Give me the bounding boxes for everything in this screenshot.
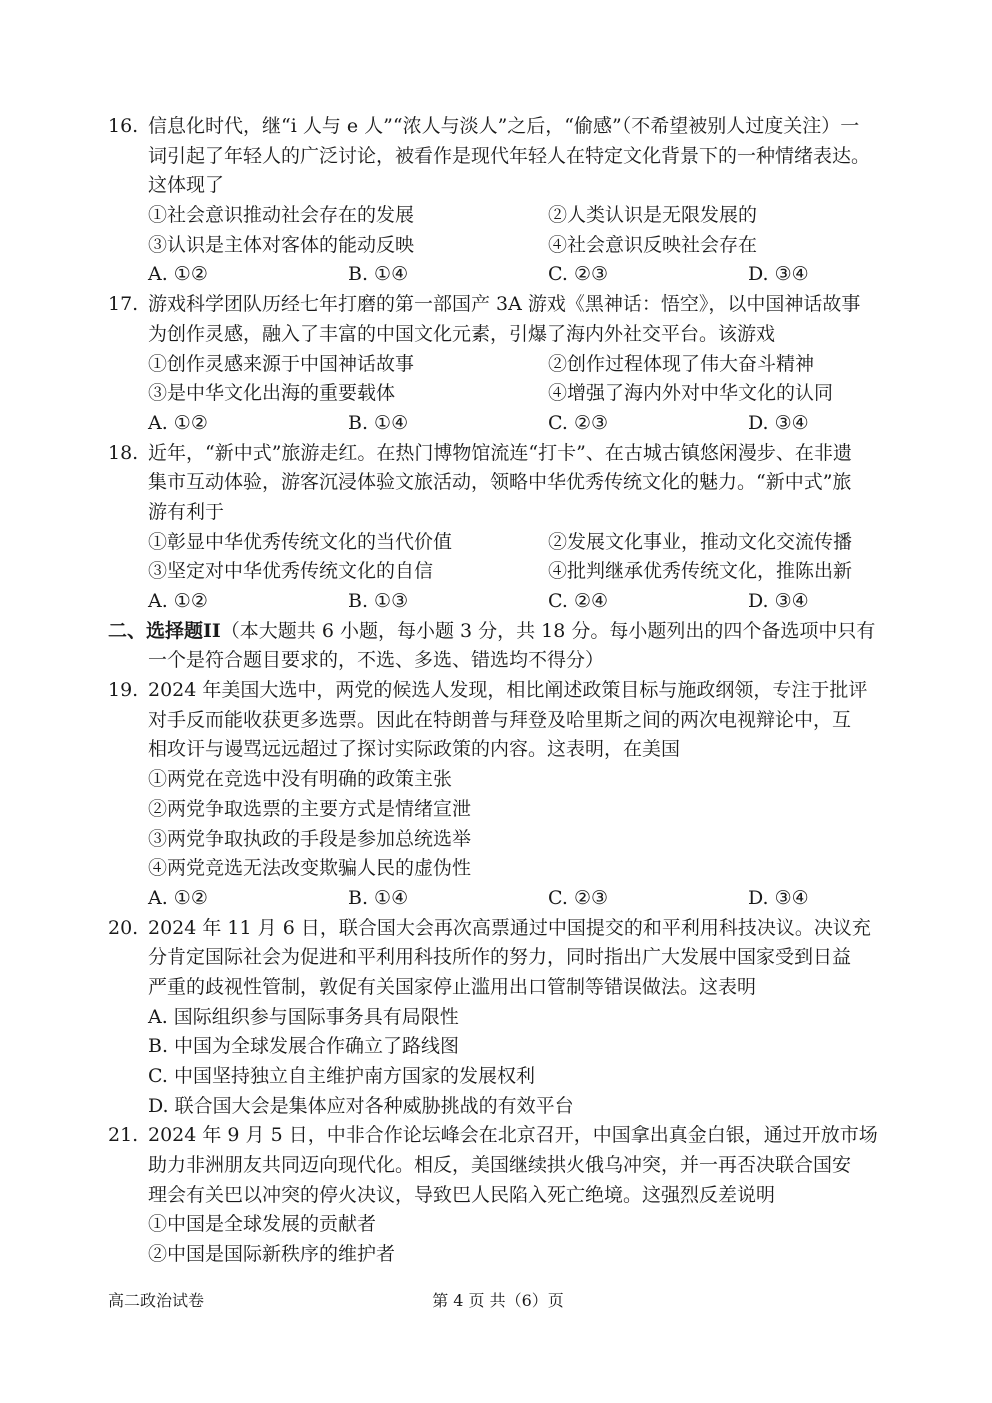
statement: ④社会意识反映社会存在: [548, 233, 758, 256]
question-16: [108, 112, 888, 290]
statement: ①社会意识推动社会存在的发展: [148, 204, 415, 227]
question-stem-line: 理会有关巴以冲突的停火决议，导致巴人民陷入死亡绝境。这强烈反差说明: [148, 1183, 776, 1206]
statement: ①彰显中华优秀传统文化的当代价值: [148, 530, 453, 553]
exam-content: [108, 112, 888, 1270]
choice-c: C. ②③: [548, 263, 609, 286]
question-stem-line: 2024 年 11 月 6 日，联合国大会再次高票通过中国提交的和平利用科技决议。决议充: [148, 916, 871, 939]
choice-b: B. ①④: [348, 263, 409, 286]
statement: ②人类认识是无限发展的: [548, 204, 758, 227]
choice-c: C. ②④: [548, 590, 609, 612]
choice-row: [108, 260, 888, 290]
choice-d: D. ③④: [748, 886, 809, 909]
choice-row: [108, 587, 888, 617]
question-18: [108, 439, 888, 617]
question-19: [108, 676, 888, 914]
statement-row: [108, 379, 888, 409]
statement-row: [108, 231, 888, 261]
statement: ②发展文化事业，推动文化交流传播: [548, 530, 853, 553]
question-stem-line: 这体现了: [148, 174, 225, 197]
choice-a: A. ①②: [148, 263, 208, 286]
statement: ④增强了海内外对中华文化的认同: [548, 382, 834, 405]
question-stem-line: 相攻讦与谩骂远远超过了探讨实际政策的内容。这表明，在美国: [148, 738, 681, 761]
choice-b: B. ①④: [348, 411, 409, 434]
question-stem-line: 集市互动体验，游客沉浸体验文旅活动，领略中华优秀传统文化的魅力。“新中式”旅: [148, 471, 852, 494]
question-21: [108, 1121, 888, 1269]
question-stem-line: 2024 年美国大选中，两党的候选人发现，相比阐述政策目标与施政纲领，专注于批评: [148, 679, 868, 702]
section-header: [108, 617, 888, 676]
question-stem-line: 对手反而能收获更多选票。因此在特朗普与拜登及哈里斯之间的两次电视辩论中，互: [148, 708, 852, 731]
question-20: [108, 914, 888, 1122]
section-title: 二、选择题II: [108, 619, 221, 642]
question-stem-line: 词引起了年轻人的广泛讨论，被看作是现代年轻人在特定文化背景下的一种情绪表达。: [148, 144, 871, 167]
statement: ③是中华文化出海的重要载体: [148, 382, 396, 405]
choice-c: C. ②③: [548, 886, 609, 909]
choice-d: D. 联合国大会是集体应对各种威胁挑战的有效平台: [148, 1094, 574, 1117]
statement-row: [108, 557, 888, 587]
statement-row: [108, 201, 888, 231]
question-number: 19.: [108, 679, 139, 702]
question-number: 18.: [108, 441, 139, 464]
choice-row: [108, 409, 888, 439]
question-stem-line: 游戏科学团队历经七年打磨的第一部国产 3A 游戏《黑神话：悟空》，以中国神话故事: [148, 293, 861, 316]
statement: ①创作灵感来源于中国神话故事: [148, 352, 415, 375]
choice-a: A. ①②: [148, 411, 208, 434]
question-number: 21.: [108, 1124, 139, 1147]
question-stem-line: 为创作灵感，融入了丰富的中国文化元素，引爆了海内外社交平台。该游戏: [148, 322, 776, 345]
statement: ①两党在竞选中没有明确的政策主张: [148, 768, 453, 791]
question-stem-line: 信息化时代，继“i 人与 e 人”“浓人与淡人”之后，“偷感”（不希望被别人过度关注）一: [148, 115, 860, 137]
choice-b: B. ①③: [348, 590, 409, 612]
question-stem-line: 严重的歧视性管制，敦促有关国家停止滥用出口管制等错误做法。这表明: [148, 975, 757, 998]
question-stem-line: 游有利于: [148, 500, 225, 523]
choice-d: D. ③④: [748, 263, 809, 286]
choice-a: A. ①②: [148, 590, 208, 612]
statement: ②中国是国际新秩序的维护者: [148, 1243, 396, 1266]
statement: ④两党竞选无法改变欺骗人民的虚伪性: [148, 857, 472, 880]
statement: ④批判继承优秀传统文化，推陈出新: [548, 560, 853, 583]
statement-row: [108, 350, 888, 380]
footer-subject: 高二政治试卷: [108, 1291, 205, 1310]
choice-c: C. 中国坚持独立自主维护南方国家的发展权利: [148, 1065, 535, 1087]
page-footer: [108, 1288, 888, 1312]
choice-c: C. ②③: [548, 411, 609, 434]
choice-b: B. 中国为全球发展合作确立了路线图: [148, 1035, 460, 1058]
section-description: 一个是符合题目要求的，不选、多选、错选均不得分）: [148, 649, 605, 672]
question-17: [108, 290, 888, 438]
statement-row: [108, 528, 888, 558]
choice-d: D. ③④: [748, 590, 809, 612]
statement: ②两党争取选票的主要方式是情绪宣泄: [148, 797, 472, 820]
section-description: （本大题共 6 小题，每小题 3 分，共 18 分。每小题列出的四个备选项中只有: [220, 619, 876, 642]
footer-page-number: 第 4 页 共（6）页: [432, 1291, 564, 1310]
question-stem-line: 分肯定国际社会为促进和平利用科技所作的努力，同时指出广大发展中国家受到日益: [148, 946, 852, 969]
choice-row: [108, 884, 888, 914]
question-number: 20.: [108, 916, 139, 939]
statement: ③坚定对中华优秀传统文化的自信: [148, 560, 434, 583]
question-stem-line: 近年，“新中式”旅游走红。在热门博物馆流连“打卡”、在古城古镇悠闲漫步、在非遗: [148, 441, 852, 464]
statement: ③两党争取执政的手段是参加总统选举: [148, 827, 472, 850]
choice-a: A. 国际组织参与国际事务具有局限性: [148, 1005, 459, 1028]
choice-a: A. ①②: [148, 886, 208, 909]
choice-d: D. ③④: [748, 411, 809, 434]
question-stem-line: 助力非洲朋友共同迈向现代化。相反，美国继续拱火俄乌冲突，并一再否决联合国安: [148, 1154, 852, 1177]
statement: ①中国是全球发展的贡献者: [148, 1213, 377, 1236]
question-number: 16.: [108, 115, 139, 137]
question-number: 17.: [108, 293, 139, 316]
statement: ③认识是主体对客体的能动反映: [148, 233, 415, 256]
question-stem-line: 2024 年 9 月 5 日，中非合作论坛峰会在北京召开，中国拿出真金白银，通过开放市场: [148, 1124, 878, 1147]
statement: ②创作过程体现了伟大奋斗精神: [548, 352, 815, 375]
choice-b: B. ①④: [348, 886, 409, 909]
